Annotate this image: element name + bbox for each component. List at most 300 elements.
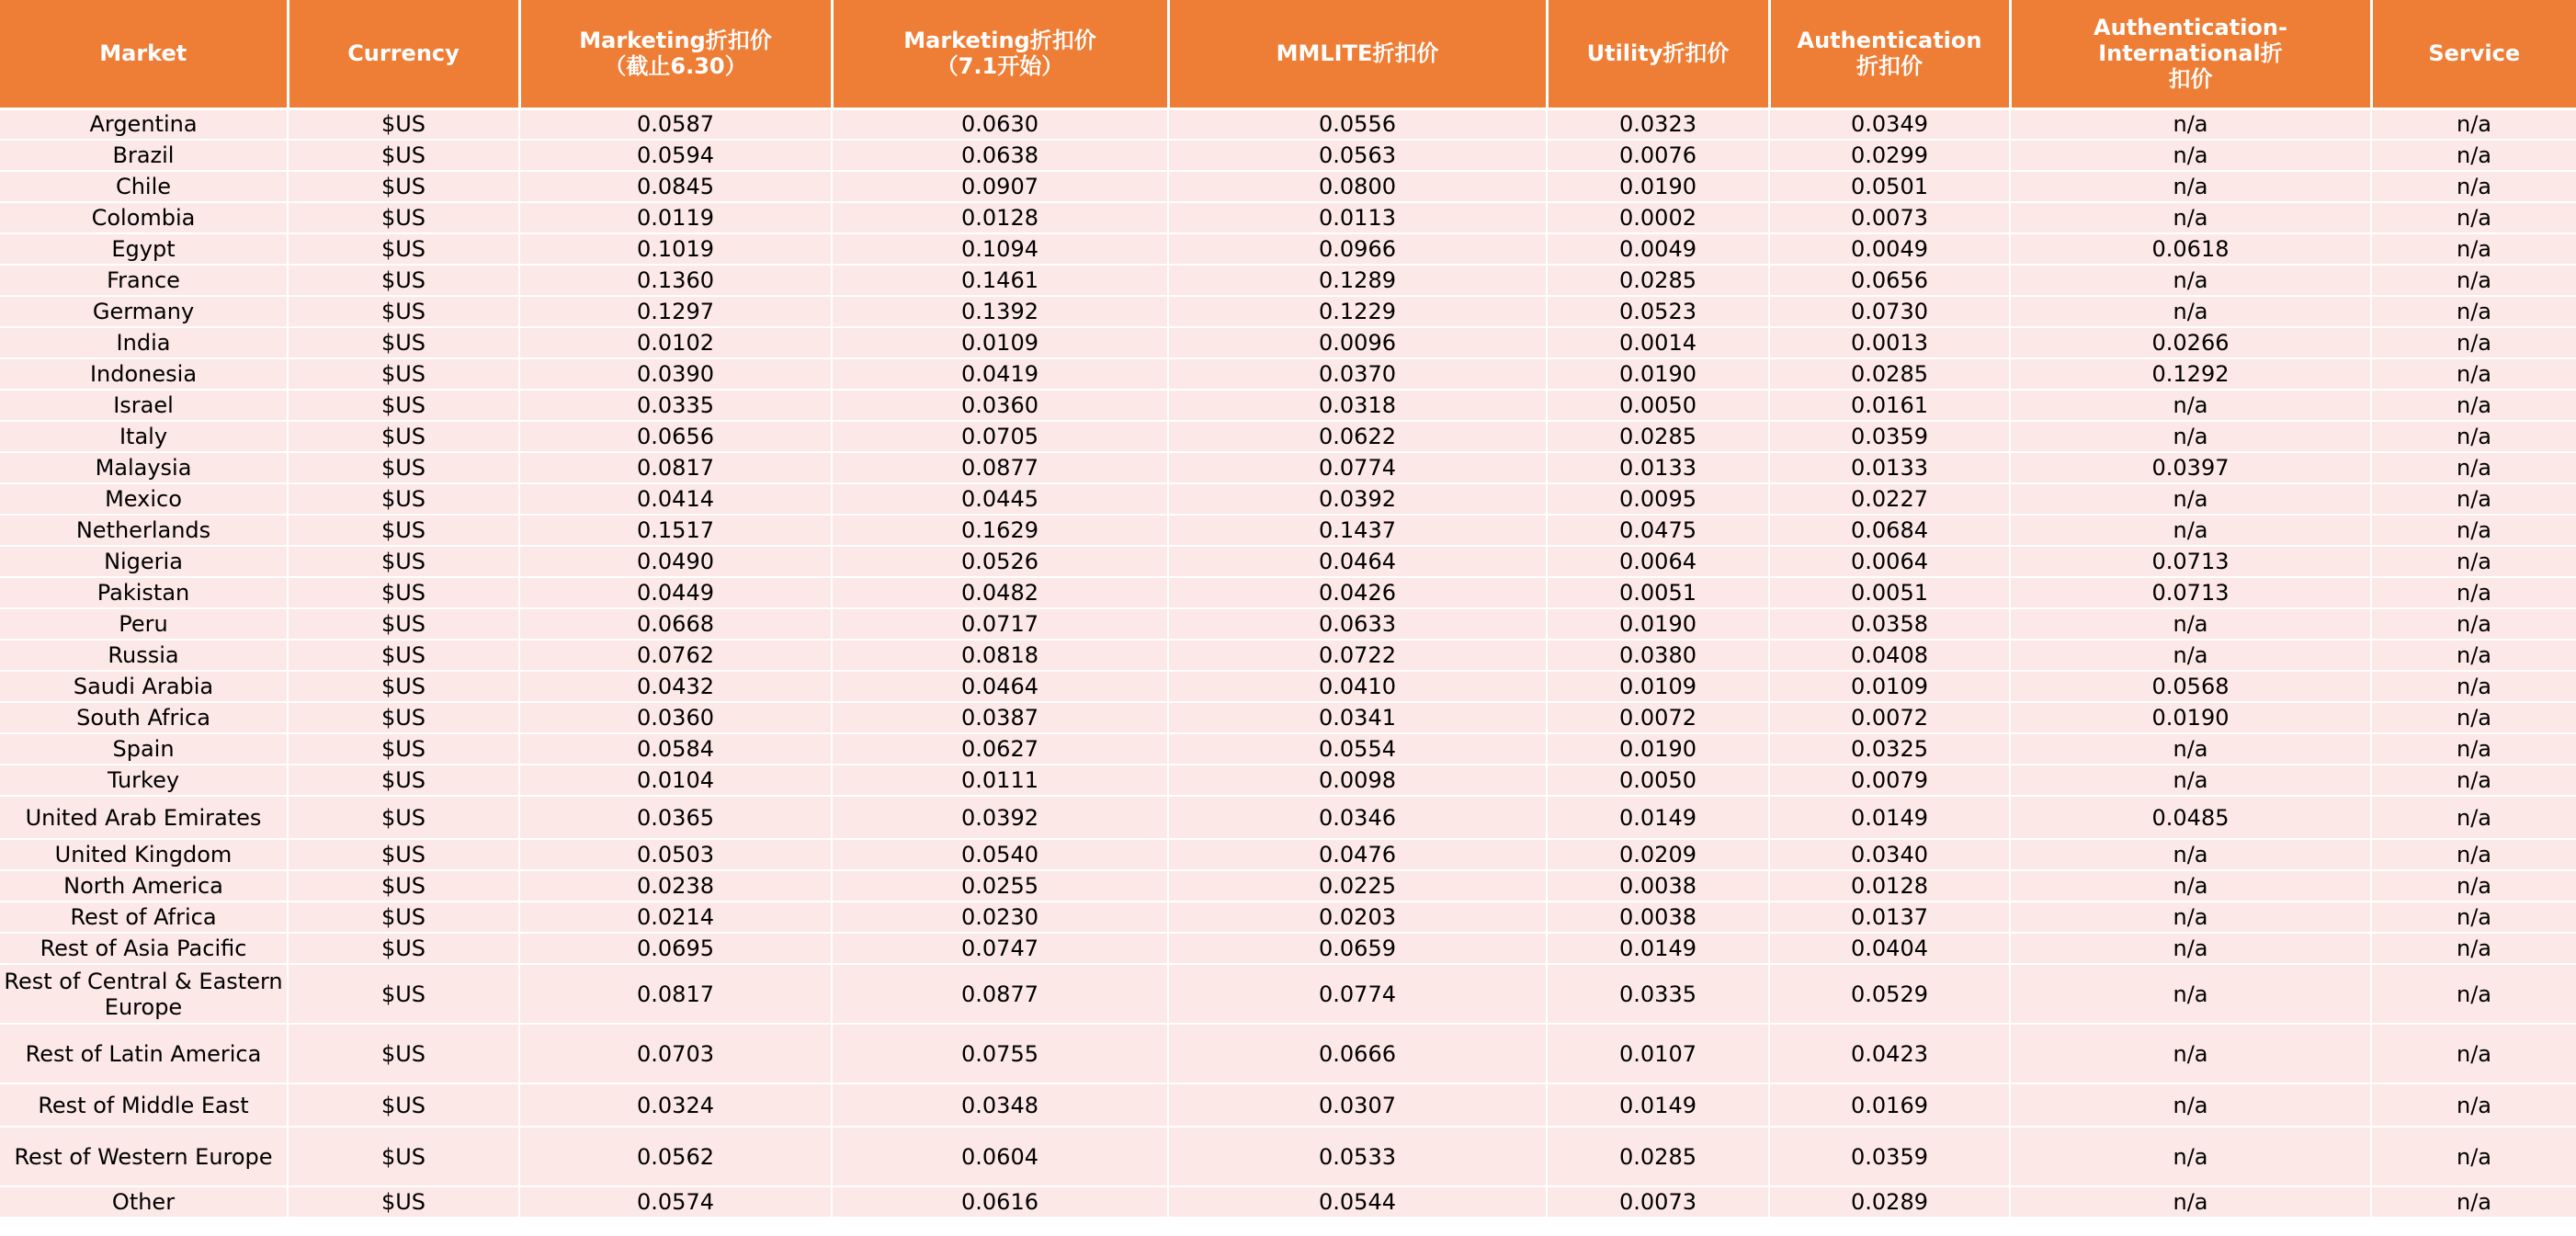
cell-authentication: 0.0349: [1769, 108, 2010, 140]
cell-authentication: 0.0169: [1769, 1083, 2010, 1127]
cell-market: Rest of Africa: [0, 901, 288, 933]
table-row: [0, 483, 2576, 515]
cell-mmlite: 0.0346: [1168, 796, 1547, 839]
cell-market: Rest of Middle East: [0, 1083, 288, 1127]
cell-service: n/a: [2371, 1024, 2576, 1083]
cell-mmlite: 0.0098: [1168, 765, 1547, 796]
cell-authentication-international: n/a: [2010, 1127, 2371, 1186]
cell-currency: $US: [288, 327, 519, 358]
cell-authentication: 0.0289: [1769, 1186, 2010, 1218]
cell-marketing-before: 0.0703: [519, 1024, 832, 1083]
cell-marketing-after: 0.0877: [832, 452, 1168, 483]
cell-authentication: 0.0049: [1769, 233, 2010, 265]
table-row: [0, 870, 2576, 901]
cell-utility: 0.0107: [1547, 1024, 1769, 1083]
cell-currency: $US: [288, 421, 519, 452]
cell-market: Colombia: [0, 202, 288, 233]
cell-service: n/a: [2371, 702, 2576, 733]
cell-utility: 0.0038: [1547, 901, 1769, 933]
cell-service: n/a: [2371, 733, 2576, 765]
header-authentication: [1769, 0, 2010, 108]
cell-mmlite: 0.0113: [1168, 202, 1547, 233]
cell-marketing-after: 0.0387: [832, 702, 1168, 733]
cell-marketing-after: 0.0392: [832, 796, 1168, 839]
cell-utility: 0.0190: [1547, 171, 1769, 202]
cell-marketing-before: 0.0335: [519, 390, 832, 421]
header-label-line: 折扣价: [1856, 53, 1923, 80]
header-row: [0, 0, 2576, 108]
cell-authentication: 0.0079: [1769, 765, 2010, 796]
cell-service: n/a: [2371, 140, 2576, 171]
cell-authentication-international: n/a: [2010, 870, 2371, 901]
cell-authentication-international: n/a: [2010, 140, 2371, 171]
cell-authentication: 0.0359: [1769, 421, 2010, 452]
cell-marketing-after: 0.0638: [832, 140, 1168, 171]
cell-market: Malaysia: [0, 452, 288, 483]
cell-mmlite: 0.0096: [1168, 327, 1547, 358]
cell-authentication-international: n/a: [2010, 483, 2371, 515]
cell-authentication-international: 0.0397: [2010, 452, 2371, 483]
cell-marketing-after: 0.0627: [832, 733, 1168, 765]
cell-service: n/a: [2371, 265, 2576, 296]
cell-market: Italy: [0, 421, 288, 452]
cell-service: n/a: [2371, 233, 2576, 265]
cell-market: Pakistan: [0, 577, 288, 608]
cell-authentication: 0.0684: [1769, 515, 2010, 546]
table-row: [0, 515, 2576, 546]
cell-service: n/a: [2371, 901, 2576, 933]
cell-utility: 0.0149: [1547, 1083, 1769, 1127]
cell-currency: $US: [288, 671, 519, 702]
cell-currency: $US: [288, 733, 519, 765]
cell-utility: 0.0051: [1547, 577, 1769, 608]
cell-mmlite: 0.0563: [1168, 140, 1547, 171]
cell-service: n/a: [2371, 671, 2576, 702]
cell-currency: $US: [288, 171, 519, 202]
cell-currency: $US: [288, 933, 519, 964]
table-row: [0, 1186, 2576, 1218]
header-marketing-before: [519, 0, 832, 108]
cell-marketing-after: 0.0604: [832, 1127, 1168, 1186]
table-row: [0, 202, 2576, 233]
cell-currency: $US: [288, 796, 519, 839]
cell-marketing-before: 0.0449: [519, 577, 832, 608]
cell-marketing-before: 0.0102: [519, 327, 832, 358]
table-row: [0, 1024, 2576, 1083]
table-row: [0, 233, 2576, 265]
cell-authentication-international: n/a: [2010, 421, 2371, 452]
table-row: [0, 265, 2576, 296]
cell-currency: $US: [288, 546, 519, 577]
cell-mmlite: 0.0544: [1168, 1186, 1547, 1218]
cell-authentication: 0.0730: [1769, 296, 2010, 327]
cell-utility: 0.0149: [1547, 796, 1769, 839]
cell-mmlite: 0.1437: [1168, 515, 1547, 546]
header-authentication-international: [2010, 0, 2371, 108]
cell-authentication: 0.0423: [1769, 1024, 2010, 1083]
header-utility: [1547, 0, 1769, 108]
cell-authentication-international: 0.0713: [2010, 546, 2371, 577]
cell-service: n/a: [2371, 640, 2576, 671]
cell-marketing-before: 0.0584: [519, 733, 832, 765]
cell-authentication: 0.0161: [1769, 390, 2010, 421]
cell-authentication: 0.0299: [1769, 140, 2010, 171]
cell-marketing-before: 0.0656: [519, 421, 832, 452]
cell-market: North America: [0, 870, 288, 901]
cell-marketing-before: 0.0360: [519, 702, 832, 733]
table-row: [0, 140, 2576, 171]
cell-service: n/a: [2371, 1127, 2576, 1186]
cell-utility: 0.0002: [1547, 202, 1769, 233]
cell-mmlite: 0.0318: [1168, 390, 1547, 421]
cell-utility: 0.0475: [1547, 515, 1769, 546]
cell-utility: 0.0109: [1547, 671, 1769, 702]
cell-authentication-international: n/a: [2010, 265, 2371, 296]
cell-marketing-after: 0.0111: [832, 765, 1168, 796]
cell-mmlite: 0.0774: [1168, 964, 1547, 1024]
cell-market: Rest of Asia Pacific: [0, 933, 288, 964]
cell-authentication: 0.0227: [1769, 483, 2010, 515]
table-row: [0, 933, 2576, 964]
table-row: [0, 765, 2576, 796]
cell-authentication-international: n/a: [2010, 839, 2371, 870]
cell-authentication: 0.0656: [1769, 265, 2010, 296]
cell-authentication-international: 0.0568: [2010, 671, 2371, 702]
cell-market: Indonesia: [0, 358, 288, 390]
cell-marketing-before: 0.1360: [519, 265, 832, 296]
cell-authentication-international: 0.1292: [2010, 358, 2371, 390]
table-row: [0, 964, 2576, 1024]
cell-service: n/a: [2371, 608, 2576, 640]
header-label-line: Market: [99, 40, 187, 67]
cell-marketing-before: 0.0562: [519, 1127, 832, 1186]
table-row: [0, 296, 2576, 327]
cell-marketing-after: 0.1461: [832, 265, 1168, 296]
cell-utility: 0.0014: [1547, 327, 1769, 358]
cell-service: n/a: [2371, 1083, 2576, 1127]
cell-service: n/a: [2371, 108, 2576, 140]
cell-utility: 0.0038: [1547, 870, 1769, 901]
cell-mmlite: 0.0622: [1168, 421, 1547, 452]
header-label-line: Authentication-International折: [2094, 15, 2287, 67]
cell-marketing-after: 0.1629: [832, 515, 1168, 546]
cell-mmlite: 0.0464: [1168, 546, 1547, 577]
cell-marketing-before: 0.0414: [519, 483, 832, 515]
cell-authentication: 0.0109: [1769, 671, 2010, 702]
cell-service: n/a: [2371, 390, 2576, 421]
cell-utility: 0.0050: [1547, 390, 1769, 421]
cell-utility: 0.0209: [1547, 839, 1769, 870]
cell-utility: 0.0380: [1547, 640, 1769, 671]
cell-utility: 0.0095: [1547, 483, 1769, 515]
cell-marketing-before: 0.0817: [519, 452, 832, 483]
cell-utility: 0.0064: [1547, 546, 1769, 577]
cell-marketing-before: 0.1019: [519, 233, 832, 265]
cell-marketing-after: 0.1392: [832, 296, 1168, 327]
header-marketing-after: [832, 0, 1168, 108]
cell-service: n/a: [2371, 358, 2576, 390]
table-row: [0, 640, 2576, 671]
cell-currency: $US: [288, 964, 519, 1024]
cell-authentication-international: n/a: [2010, 608, 2371, 640]
cell-utility: 0.0073: [1547, 1186, 1769, 1218]
cell-marketing-after: 0.0755: [832, 1024, 1168, 1083]
header-label-line: （截止6.30）: [604, 53, 747, 80]
cell-currency: $US: [288, 265, 519, 296]
table-row: [0, 577, 2576, 608]
cell-market: Egypt: [0, 233, 288, 265]
cell-marketing-after: 0.0255: [832, 870, 1168, 901]
cell-mmlite: 0.1229: [1168, 296, 1547, 327]
table-row: [0, 327, 2576, 358]
cell-utility: 0.0190: [1547, 608, 1769, 640]
cell-service: n/a: [2371, 421, 2576, 452]
cell-utility: 0.0285: [1547, 421, 1769, 452]
header-label-line: Marketing折扣价: [579, 28, 772, 54]
cell-currency: $US: [288, 839, 519, 870]
cell-currency: $US: [288, 390, 519, 421]
cell-utility: 0.0072: [1547, 702, 1769, 733]
cell-authentication: 0.0404: [1769, 933, 2010, 964]
header-label-line: （7.1开始）: [936, 53, 1064, 80]
cell-service: n/a: [2371, 171, 2576, 202]
cell-currency: $US: [288, 608, 519, 640]
cell-mmlite: 0.0426: [1168, 577, 1547, 608]
cell-utility: 0.0076: [1547, 140, 1769, 171]
cell-authentication-international: n/a: [2010, 171, 2371, 202]
cell-authentication: 0.0359: [1769, 1127, 2010, 1186]
cell-marketing-before: 0.0594: [519, 140, 832, 171]
cell-marketing-after: 0.1094: [832, 233, 1168, 265]
cell-currency: $US: [288, 640, 519, 671]
cell-utility: 0.0133: [1547, 452, 1769, 483]
table-row: [0, 733, 2576, 765]
cell-authentication-international: n/a: [2010, 390, 2371, 421]
cell-authentication-international: n/a: [2010, 765, 2371, 796]
table-row: [0, 421, 2576, 452]
cell-authentication: 0.0408: [1769, 640, 2010, 671]
header-label-line: Utility折扣价: [1586, 40, 1730, 67]
cell-mmlite: 0.0774: [1168, 452, 1547, 483]
table-row: [0, 901, 2576, 933]
table-row: [0, 796, 2576, 839]
header-market: [0, 0, 288, 108]
cell-service: n/a: [2371, 546, 2576, 577]
cell-service: n/a: [2371, 765, 2576, 796]
cell-marketing-before: 0.0503: [519, 839, 832, 870]
cell-market: South Africa: [0, 702, 288, 733]
cell-service: n/a: [2371, 577, 2576, 608]
cell-authentication: 0.0133: [1769, 452, 2010, 483]
cell-marketing-before: 0.0365: [519, 796, 832, 839]
cell-authentication-international: n/a: [2010, 296, 2371, 327]
cell-authentication: 0.0149: [1769, 796, 2010, 839]
cell-mmlite: 0.0203: [1168, 901, 1547, 933]
cell-mmlite: 0.0370: [1168, 358, 1547, 390]
cell-authentication: 0.0325: [1769, 733, 2010, 765]
cell-marketing-before: 0.0587: [519, 108, 832, 140]
cell-authentication-international: n/a: [2010, 1083, 2371, 1127]
cell-currency: $US: [288, 483, 519, 515]
cell-market: Brazil: [0, 140, 288, 171]
cell-mmlite: 0.0554: [1168, 733, 1547, 765]
cell-marketing-before: 0.0324: [519, 1083, 832, 1127]
cell-marketing-after: 0.0464: [832, 671, 1168, 702]
cell-mmlite: 0.0476: [1168, 839, 1547, 870]
cell-marketing-before: 0.0817: [519, 964, 832, 1024]
cell-marketing-before: 0.0668: [519, 608, 832, 640]
cell-service: n/a: [2371, 452, 2576, 483]
cell-mmlite: 0.0800: [1168, 171, 1547, 202]
cell-marketing-after: 0.0348: [832, 1083, 1168, 1127]
cell-currency: $US: [288, 901, 519, 933]
table-header: [0, 0, 2576, 108]
cell-utility: 0.0149: [1547, 933, 1769, 964]
cell-market: Rest of Latin America: [0, 1024, 288, 1083]
cell-utility: 0.0323: [1547, 108, 1769, 140]
cell-utility: 0.0285: [1547, 265, 1769, 296]
header-label-line: Service: [2428, 40, 2521, 67]
cell-mmlite: 0.0533: [1168, 1127, 1547, 1186]
cell-currency: $US: [288, 765, 519, 796]
cell-marketing-after: 0.0360: [832, 390, 1168, 421]
cell-mmlite: 0.0966: [1168, 233, 1547, 265]
cell-market: Rest of Western Europe: [0, 1127, 288, 1186]
cell-currency: $US: [288, 870, 519, 901]
cell-authentication: 0.0501: [1769, 171, 2010, 202]
cell-mmlite: 0.0392: [1168, 483, 1547, 515]
table-row: [0, 702, 2576, 733]
cell-utility: 0.0285: [1547, 1127, 1769, 1186]
cell-market: India: [0, 327, 288, 358]
cell-utility: 0.0050: [1547, 765, 1769, 796]
cell-authentication: 0.0051: [1769, 577, 2010, 608]
cell-authentication-international: 0.0485: [2010, 796, 2371, 839]
table-row: [0, 546, 2576, 577]
cell-service: n/a: [2371, 870, 2576, 901]
cell-market: Argentina: [0, 108, 288, 140]
cell-market: United Arab Emirates: [0, 796, 288, 839]
cell-service: n/a: [2371, 327, 2576, 358]
cell-currency: $US: [288, 202, 519, 233]
cell-mmlite: 0.0722: [1168, 640, 1547, 671]
cell-authentication: 0.0128: [1769, 870, 2010, 901]
cell-service: n/a: [2371, 483, 2576, 515]
table-row: [0, 1083, 2576, 1127]
cell-market: Spain: [0, 733, 288, 765]
cell-currency: $US: [288, 577, 519, 608]
cell-marketing-after: 0.0747: [832, 933, 1168, 964]
cell-currency: $US: [288, 108, 519, 140]
cell-utility: 0.0190: [1547, 733, 1769, 765]
cell-authentication-international: n/a: [2010, 1186, 2371, 1218]
cell-authentication-international: 0.0713: [2010, 577, 2371, 608]
cell-currency: $US: [288, 1186, 519, 1218]
cell-market: Netherlands: [0, 515, 288, 546]
cell-authentication-international: 0.0618: [2010, 233, 2371, 265]
cell-mmlite: 0.0666: [1168, 1024, 1547, 1083]
table-row: [0, 671, 2576, 702]
cell-currency: $US: [288, 233, 519, 265]
cell-mmlite: 0.0633: [1168, 608, 1547, 640]
cell-service: n/a: [2371, 964, 2576, 1024]
cell-mmlite: 0.0307: [1168, 1083, 1547, 1127]
cell-market: Other: [0, 1186, 288, 1218]
cell-authentication-international: n/a: [2010, 640, 2371, 671]
cell-authentication: 0.0340: [1769, 839, 2010, 870]
header-label-line: Marketing折扣价: [903, 28, 1096, 54]
cell-market: Chile: [0, 171, 288, 202]
table-row: [0, 390, 2576, 421]
cell-authentication-international: n/a: [2010, 733, 2371, 765]
cell-marketing-after: 0.0717: [832, 608, 1168, 640]
cell-marketing-before: 0.0214: [519, 901, 832, 933]
cell-market: United Kingdom: [0, 839, 288, 870]
cell-authentication: 0.0072: [1769, 702, 2010, 733]
cell-mmlite: 0.0341: [1168, 702, 1547, 733]
cell-authentication: 0.0064: [1769, 546, 2010, 577]
cell-authentication-international: 0.0266: [2010, 327, 2371, 358]
cell-mmlite: 0.0225: [1168, 870, 1547, 901]
cell-service: n/a: [2371, 1186, 2576, 1218]
cell-utility: 0.0190: [1547, 358, 1769, 390]
cell-authentication-international: n/a: [2010, 933, 2371, 964]
cell-marketing-after: 0.0445: [832, 483, 1168, 515]
cell-currency: $US: [288, 1083, 519, 1127]
header-service: [2371, 0, 2576, 108]
table-row: [0, 108, 2576, 140]
header-label-line: Authentication: [1797, 28, 1982, 54]
table-row: [0, 452, 2576, 483]
cell-marketing-before: 0.0574: [519, 1186, 832, 1218]
cell-authentication: 0.0358: [1769, 608, 2010, 640]
cell-marketing-before: 0.0390: [519, 358, 832, 390]
cell-market: Nigeria: [0, 546, 288, 577]
cell-market: Germany: [0, 296, 288, 327]
cell-marketing-after: 0.0818: [832, 640, 1168, 671]
cell-service: n/a: [2371, 933, 2576, 964]
cell-authentication: 0.0285: [1769, 358, 2010, 390]
cell-marketing-after: 0.0630: [832, 108, 1168, 140]
cell-marketing-before: 0.0490: [519, 546, 832, 577]
cell-utility: 0.0335: [1547, 964, 1769, 1024]
cell-authentication: 0.0013: [1769, 327, 2010, 358]
cell-authentication: 0.0137: [1769, 901, 2010, 933]
cell-marketing-after: 0.0877: [832, 964, 1168, 1024]
cell-market: Saudi Arabia: [0, 671, 288, 702]
cell-marketing-before: 0.1297: [519, 296, 832, 327]
cell-marketing-after: 0.0109: [832, 327, 1168, 358]
table-row: [0, 171, 2576, 202]
cell-marketing-after: 0.0419: [832, 358, 1168, 390]
header-mmlite: [1168, 0, 1547, 108]
cell-marketing-after: 0.0128: [832, 202, 1168, 233]
cell-marketing-before: 0.0845: [519, 171, 832, 202]
cell-mmlite: 0.0659: [1168, 933, 1547, 964]
cell-authentication-international: n/a: [2010, 901, 2371, 933]
cell-service: n/a: [2371, 202, 2576, 233]
cell-currency: $US: [288, 296, 519, 327]
table-row: [0, 1127, 2576, 1186]
cell-marketing-after: 0.0705: [832, 421, 1168, 452]
cell-authentication: 0.0529: [1769, 964, 2010, 1024]
header-label-line: Currency: [347, 40, 460, 67]
cell-marketing-after: 0.0482: [832, 577, 1168, 608]
cell-marketing-after: 0.0230: [832, 901, 1168, 933]
cell-marketing-after: 0.0526: [832, 546, 1168, 577]
cell-market: Russia: [0, 640, 288, 671]
cell-authentication: 0.0073: [1769, 202, 2010, 233]
